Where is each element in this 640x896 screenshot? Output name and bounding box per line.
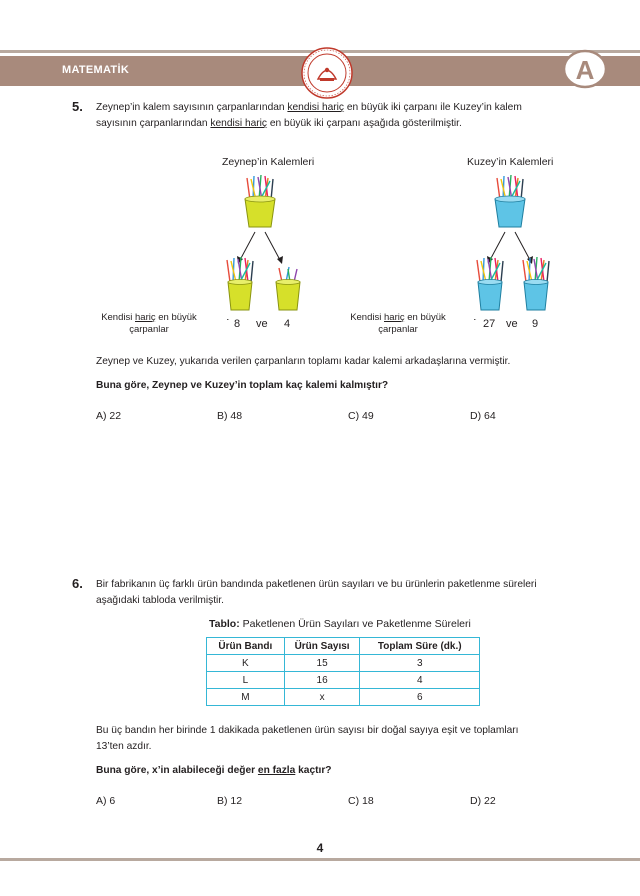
table-cell: 3 <box>360 655 480 672</box>
products-table <box>206 637 480 706</box>
q6-stem-line: Bir fabrikanın üç farklı ürün bandında paketlenen ürün sayıları ve bu ürünlerin paketlenme süreleri <box>96 579 537 590</box>
q5-question: Buna göre, Zeynep ve Kuzey’in toplam kaç kalemi kalmıştır? <box>96 380 389 391</box>
label-underline: hariç <box>384 312 405 323</box>
table-row <box>207 655 480 672</box>
footer-rule <box>0 858 640 861</box>
zeynep-factors-label <box>93 312 205 336</box>
q6-question-underline: en fazla <box>257 765 296 776</box>
kuzey-cup-27-icon <box>477 257 503 310</box>
table-cell: M <box>207 689 285 706</box>
label-part: Kendisi <box>101 312 135 323</box>
q6-question <box>96 763 616 779</box>
label-part: çarpanlar <box>129 324 169 335</box>
kuzey-factor-27: 27 <box>483 318 496 330</box>
q6-question-part: Buna göre, x’in alabileceği değer <box>96 765 258 776</box>
kuzey-factors-label <box>342 312 454 336</box>
label-part: en büyük <box>155 312 197 323</box>
zeynep-main-cup-icon <box>245 175 275 227</box>
booklet-letter: A <box>575 55 595 85</box>
zeynep-and: ve <box>256 318 268 330</box>
q6-option-d[interactable]: D) 22 <box>470 795 496 807</box>
label-part: Kendisi <box>350 312 384 323</box>
label-part: çarpanlar <box>378 324 418 335</box>
table-row <box>207 689 480 706</box>
q6-option-b[interactable]: B) 12 <box>217 795 243 807</box>
kuzey-cup-9-icon <box>523 257 549 310</box>
table-header-cell: Ürün Sayısı <box>284 638 360 655</box>
table-cell: 6 <box>360 689 480 706</box>
q5-option-d[interactable]: D) 64 <box>470 410 496 422</box>
zeynep-cup-4-icon <box>276 267 300 310</box>
q6-question-part: kaçtır? <box>295 765 332 776</box>
table-header-cell: Toplam Süre (dk.) <box>360 638 480 655</box>
kuzey-figure-title: Kuzey’in Kalemleri <box>467 156 554 168</box>
q5-option-a[interactable]: A) 22 <box>96 410 122 422</box>
q6-info-line: Bu üç bandın her birinde 1 dakikada paketlenen ürün sayısı bir doğal sayıya eşit ve toplamları <box>96 725 519 736</box>
table-caption <box>209 618 471 630</box>
table-row <box>207 672 480 689</box>
pencil-cups-figure <box>60 170 580 320</box>
q5-stem-part: sayısının çarpanlarından <box>96 118 211 129</box>
q5-option-b[interactable]: B) 48 <box>217 410 243 422</box>
table-cell: L <box>207 672 285 689</box>
table-caption-label: Tablo: <box>209 618 240 630</box>
table-header-cell: Ürün Bandı <box>207 638 285 655</box>
q6-option-c[interactable]: C) 18 <box>348 795 374 807</box>
table-cell: 4 <box>360 672 480 689</box>
zeynep-factor-4: 4 <box>284 318 291 330</box>
q6-info <box>96 723 616 755</box>
zeynep-factor-8: 8 <box>234 318 241 330</box>
q5-option-c[interactable]: C) 49 <box>348 410 374 422</box>
q5-stem-underline: kendisi hariç <box>287 102 345 113</box>
table-cell: x <box>284 689 360 706</box>
q6-option-a[interactable]: A) 6 <box>96 795 116 807</box>
booklet-badge-icon <box>562 49 608 89</box>
zeynep-figure-title: Zeynep’in Kalemleri <box>222 156 315 168</box>
table-cell: K <box>207 655 285 672</box>
kuzey-factor-9: 9 <box>532 318 539 330</box>
q6-number: 6. <box>72 576 83 591</box>
q5-stem-part: Zeynep’in kalem sayısının çarpanlarından <box>96 102 288 113</box>
q5-stem-part: en büyük iki çarpanı ile Kuzey’in kalem <box>344 102 522 113</box>
q5-info: Zeynep ve Kuzey, yukarıda verilen çarpanların toplamı kadar kalemi arkadaşlarına vermiştir. <box>96 356 511 367</box>
table-cell: 15 <box>284 655 360 672</box>
q6-stem <box>96 577 616 609</box>
subject-title: MATEMATİK <box>62 64 130 76</box>
label-underline: hariç <box>135 312 156 323</box>
zeynep-cup-8-icon <box>227 257 253 310</box>
q6-stem-line: aşağıdaki tabloda verilmiştir. <box>96 595 224 606</box>
page-number: 4 <box>316 841 324 855</box>
kuzey-main-cup-icon <box>495 175 525 227</box>
table-caption-text: Paketlenen Ürün Sayıları ve Paketlenme Süreleri <box>239 618 471 630</box>
label-part: en büyük <box>404 312 446 323</box>
table-cell: 16 <box>284 672 360 689</box>
q5-stem-underline: kendisi hariç <box>210 118 268 129</box>
q5-number: 5. <box>72 99 83 114</box>
q5-stem <box>96 100 596 132</box>
q5-stem-part: en büyük iki çarpanı aşağıda gösterilmiştir. <box>267 118 462 129</box>
table-header-row <box>207 638 480 655</box>
ministry-seal-icon <box>300 46 354 100</box>
kuzey-and: ve <box>506 318 518 330</box>
q6-info-line: 13’ten azdır. <box>96 741 152 752</box>
